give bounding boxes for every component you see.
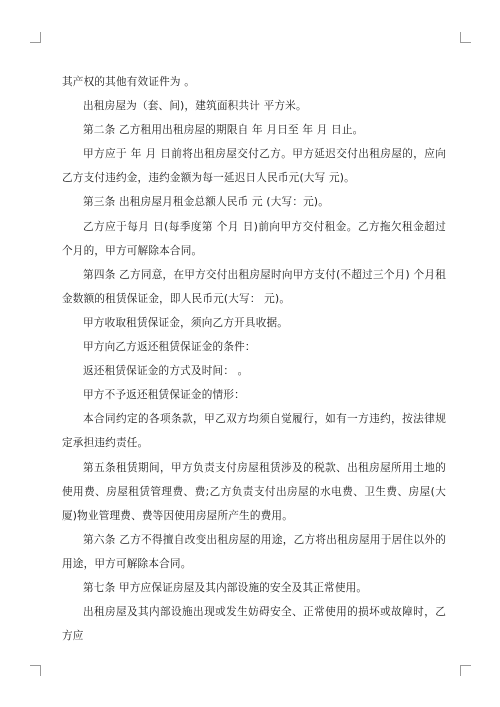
document-body <box>62 70 450 648</box>
paragraph: 本合同约定的各项条款，甲乙双方均须自觉履行，如有一方违约，按法律规定承担违约责任。 <box>62 413 446 450</box>
paragraph: 第四条 乙方同意，在甲方交付出租房屋时向甲方支付(不超过三个月) 个月租金数额的租赁保证金，即人民币元(大写： 元)。 <box>62 268 446 305</box>
paragraph: 甲方应于 年 月 日前将出租房屋交付乙方。甲方延迟交付出租房屋的，应向乙方支付违约金，违约金额为每一延迟日人民币元(大写 元)。 <box>62 148 446 185</box>
paragraph: 返还租赁保证金的方式及时间： 。 <box>83 365 249 378</box>
paragraph: 第三条 出租房屋月租金总额人民币 元 (大写：元)。 <box>83 196 330 209</box>
crop-mark-top-right <box>460 32 471 43</box>
paragraph: 第二条 乙方租用出租房屋的期限自 年 月日至 年 月 日止。 <box>83 124 364 137</box>
paragraph: 甲方收取租赁保证金，须向乙方开具收据。 <box>83 316 289 329</box>
paragraph: 出租房屋为（套、间)，建筑面积共计 平方米。 <box>83 100 307 113</box>
paragraph: 甲方向乙方返还租赁保证金的条件： <box>83 341 256 354</box>
paragraph: 乙方应于每月 日(每季度第 个月 日)前向甲方交付租金。乙方拖欠租金超过 个月的，甲方可解除本合同。 <box>62 220 450 257</box>
paragraph: 第五条租赁期间，甲方负责支付房屋租赁涉及的税款、出租房屋所用土地的使用费、房屋租赁管理费、费;乙方负责支付出房屋的水电费、卫生费、房屋(大厦)物业管理费、费等因使用房屋所产生的费用。 <box>62 461 446 522</box>
paragraph: 甲方不予返还租赁保证金的情形： <box>83 389 245 402</box>
paragraph: 第六条 乙方不得擅自改变出租房屋的用途，乙方将出租房屋用于居住以外的用途，甲方可解除本合同。 <box>62 533 446 570</box>
crop-mark-bottom-right <box>460 665 471 676</box>
crop-mark-top-left <box>30 32 41 43</box>
paragraph: 出租房屋及其内部设施出现或发生妨碍安全、正常使用的损坏或故障时，乙方应 <box>62 606 446 643</box>
paragraph: 其产权的其他有效证件为 。 <box>62 76 196 88</box>
crop-mark-bottom-left <box>30 665 41 676</box>
paragraph: 第七条 甲方应保证房屋及其内部设施的安全及其正常使用。 <box>83 581 368 594</box>
